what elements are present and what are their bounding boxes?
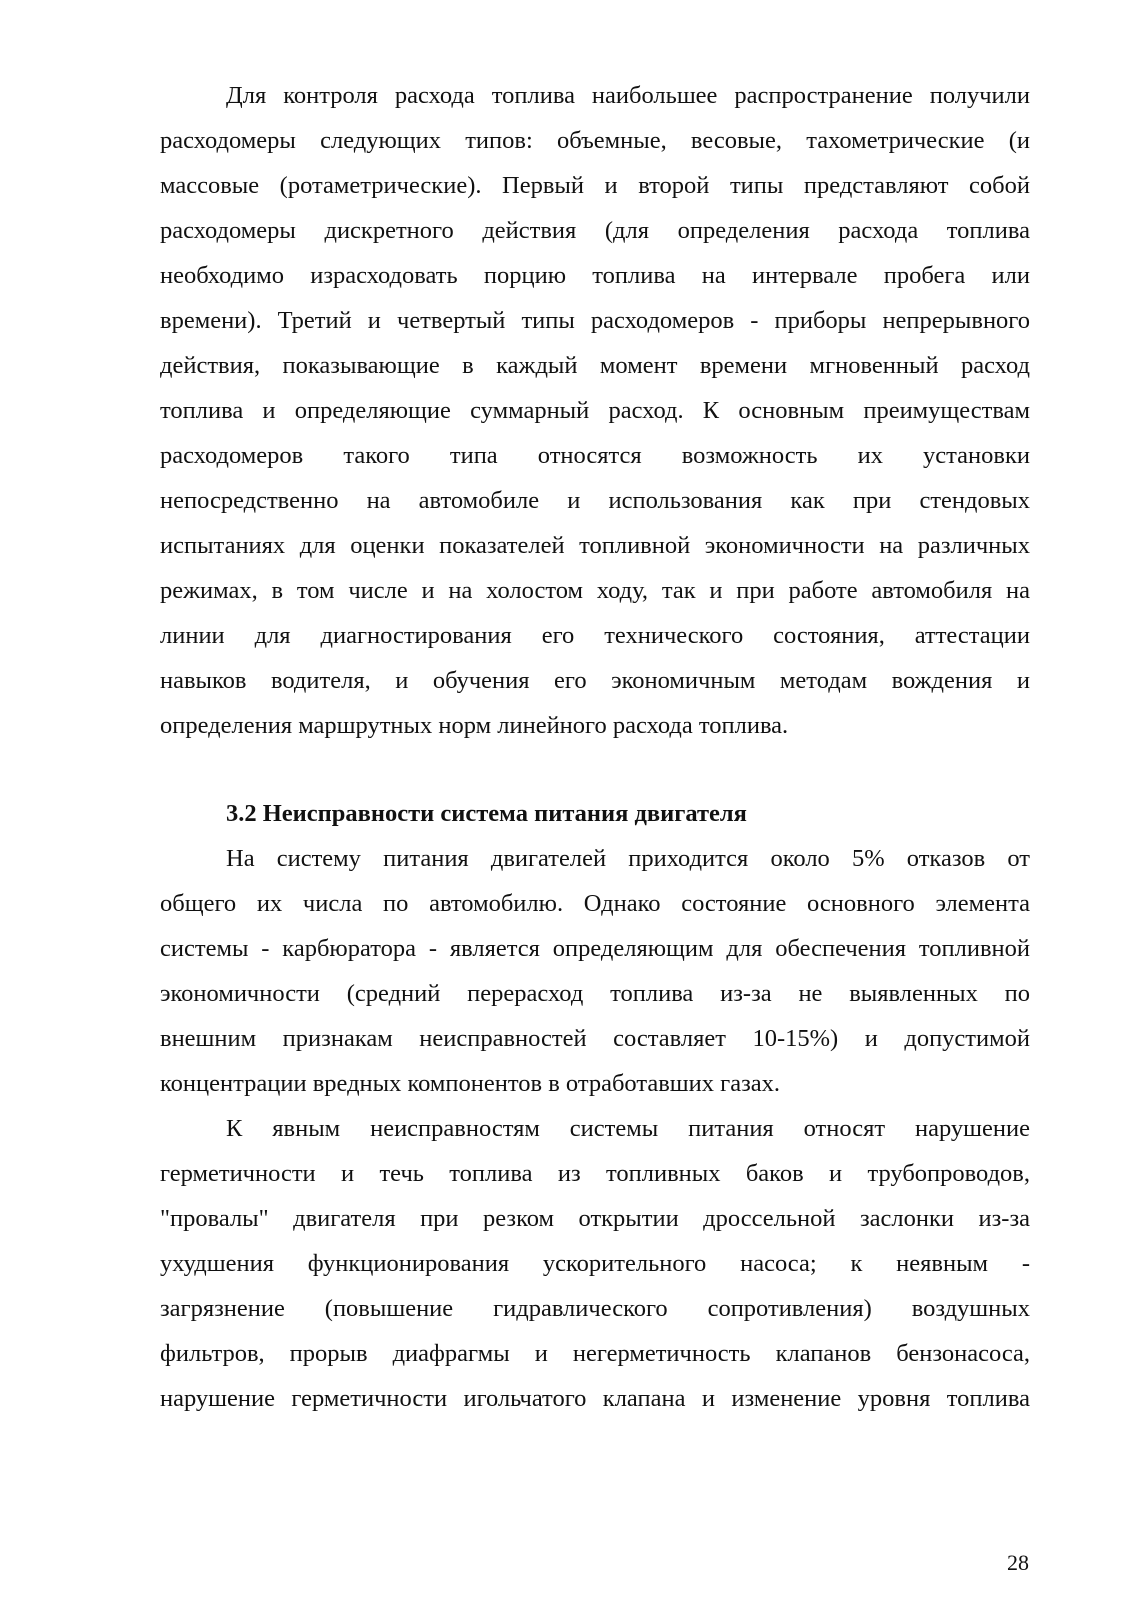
paragraph-line: испытаниях для оценки показателей топливной экономичности на различных — [160, 532, 1030, 559]
paragraph-line: Для контроля расхода топлива наибольшее распространение получили — [226, 82, 1030, 109]
paragraph-line: массовые (ротаметрические). Первый и второй типы представляют собой — [160, 172, 1030, 199]
paragraph-line: навыков водителя, и обучения его экономичным методам вождения и — [160, 667, 1030, 694]
paragraph-line: герметичности и течь топлива из топливных баков и трубопроводов, — [160, 1160, 1030, 1187]
paragraph-fuel-flowmeters — [160, 73, 1030, 748]
paragraph-line: расходомеров такого типа относятся возможность их установки — [160, 442, 1030, 469]
paragraph-line: нарушение герметичности игольчатого клапана и изменение уровня топлива — [160, 1385, 1030, 1412]
paragraph-line: ухудшения функционирования ускорительного насоса; к неявным - — [160, 1250, 1030, 1277]
paragraph-line: режимах, в том числе и на холостом ходу, так и при работе автомобиля на — [160, 577, 1030, 604]
paragraph-line: К явным неисправностям системы питания относят нарушение — [226, 1115, 1030, 1142]
paragraph-line: концентрации вредных компонентов в отработавших газах. — [160, 1070, 781, 1097]
paragraph-line: загрязнение (повышение гидравлического сопротивления) воздушных — [160, 1295, 1030, 1322]
paragraph-line: системы - карбюратора - является определяющим для обеспечения топливной — [160, 935, 1030, 962]
paragraph-line: линии для диагностирования его технического состояния, аттестации — [160, 622, 1030, 649]
paragraph-line: определения маршрутных норм линейного расхода топлива. — [160, 712, 789, 739]
paragraph-line: необходимо израсходовать порцию топлива на интервале пробега или — [160, 262, 1030, 289]
paragraph-line: расходомеры следующих типов: объемные, весовые, тахометрические (и — [160, 127, 1030, 154]
section-heading: 3.2 Неисправности система питания двигателя — [226, 800, 747, 827]
paragraph-fuel-system-failures — [160, 836, 1030, 1106]
paragraph-line: На систему питания двигателей приходится около 5% отказов от — [226, 845, 1030, 872]
paragraph-line: общего их числа по автомобилю. Однако состояние основного элемента — [160, 890, 1030, 917]
paragraph-line: непосредственно на автомобиле и использования как при стендовых — [160, 487, 1030, 514]
paragraph-line: экономичности (средний перерасход топлива из-за не выявленных по — [160, 980, 1030, 1007]
paragraph-line: времени). Третий и четвертый типы расходомеров - приборы непрерывного — [160, 307, 1030, 334]
paragraph-line: топлива и определяющие суммарный расход. К основным преимуществам — [160, 397, 1030, 424]
paragraph-line: расходомеры дискретного действия (для определения расхода топлива — [160, 217, 1030, 244]
paragraph-line: действия, показывающие в каждый момент времени мгновенный расход — [160, 352, 1030, 379]
paragraph-line: фильтров, прорыв диафрагмы и негерметичность клапанов бензонасоса, — [160, 1340, 1030, 1367]
section-heading-block — [160, 791, 1030, 836]
paragraph-explicit-faults — [160, 1106, 1030, 1421]
paragraph-line: "провалы" двигателя при резком открытии дроссельной заслонки из-за — [160, 1205, 1030, 1232]
paragraph-line: внешним признакам неисправностей составляет 10-15%) и допустимой — [160, 1025, 1030, 1052]
page-number: 28 — [1007, 1550, 1029, 1575]
